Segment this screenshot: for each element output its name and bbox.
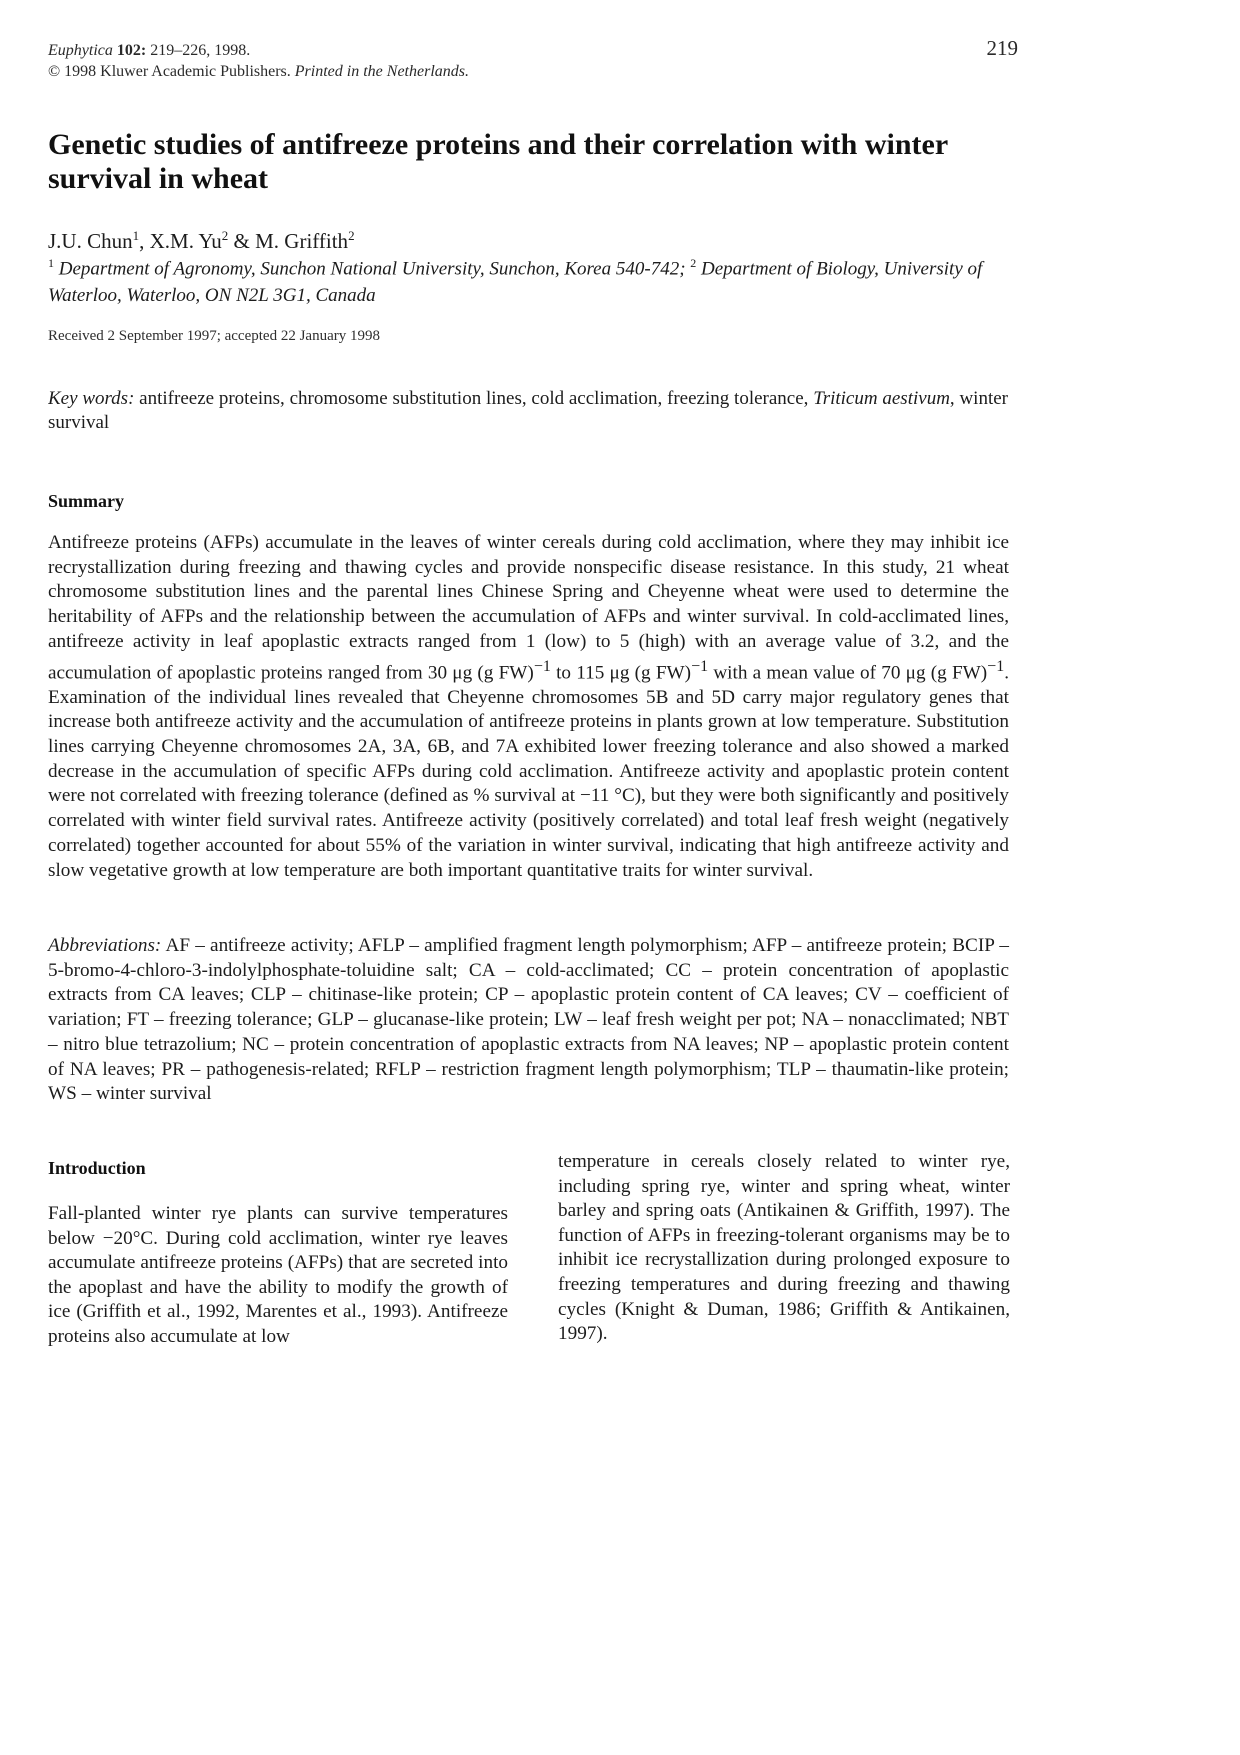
article-title: Genetic studies of antifreeze proteins and their correlation with winter survival in wheat bbox=[48, 128, 948, 195]
author-affiliation-mark: 2 bbox=[348, 228, 355, 243]
received-date: Received 2 September 1997; accepted 22 January 1998 bbox=[48, 328, 380, 344]
journal-volume: 102: bbox=[116, 42, 147, 59]
summary-part: with a mean value of 70 bbox=[708, 661, 906, 683]
abbreviations-text: AF – antifreeze activity; AFLP – amplified fragment length polymorphism; AFP – antifreeze protein; BCIP – 5-bromo-4-chloro-3-indolylphosphate-toluidine salt; CA – cold-acclimated; CC – protein concentration of apoplastic extracts from CA leaves; CLP – chitinase-like protein; CP – apoplastic protein content of CA leaves; CV – coefficient of variation; FT – freezing tolerance; GLP – glucanase-like protein; LW – leaf fresh weight per pot; NA – nonacclimated; NBT – nitro blue tetrazolium; NC – protein concentration of apoplastic extracts from NA leaves; NP – apoplastic protein content of NA leaves; PR – pathogenesis-related; RFLP – restriction fragment length polymorphism; TLP – thaumatin-like protein; WS – winter survival bbox=[48, 935, 1009, 1105]
summary-part: to 115 bbox=[550, 661, 610, 683]
keywords-text: antifreeze proteins, chromosome substitution lines, cold acclimation, freezing tolerance, bbox=[134, 388, 814, 409]
unit: μg (g FW) bbox=[609, 661, 692, 683]
introduction-left-column: Fall-planted winter rye plants can survive temperatures below −20°C. During cold acclimation, winter rye leaves accumulate antifreeze proteins (AFPs) that are secreted into the apoplast and have the ability to modify the growth of ice (Griffith et al., 1992, Marentes et al., 1993). Antifreeze proteins also accumulate at low bbox=[48, 1203, 508, 1347]
journal-citation bbox=[48, 40, 648, 82]
introduction-heading: Introduction bbox=[48, 1158, 146, 1178]
author-name: X.M. Yu bbox=[149, 229, 222, 253]
keywords-tail: , winter survival bbox=[48, 388, 1008, 433]
author-separator: & bbox=[228, 229, 256, 253]
page-number: 219 bbox=[986, 36, 1018, 60]
abbreviations-label: Abbreviations: bbox=[48, 935, 162, 956]
journal-name: Euphytica bbox=[48, 42, 113, 59]
affiliation-mark: 1 bbox=[48, 256, 54, 270]
abbreviations bbox=[48, 934, 1009, 1107]
unit: μg (g FW) bbox=[452, 661, 534, 683]
journal-line bbox=[48, 40, 648, 61]
unit-exponent: −1 bbox=[533, 657, 551, 675]
keywords bbox=[48, 387, 1008, 435]
keywords-species: Triticum aestivum bbox=[813, 388, 950, 409]
author-affiliations bbox=[48, 250, 1008, 309]
unit-exponent: −1 bbox=[987, 657, 1005, 675]
copyright-text: © 1998 Kluwer Academic Publishers. bbox=[48, 63, 291, 80]
copyright-line bbox=[48, 61, 648, 82]
printed-text: Printed in the Netherlands. bbox=[294, 63, 469, 80]
unit-exponent: −1 bbox=[691, 657, 709, 675]
summary-part: . Examination of the individual lines revealed that Cheyenne chromosomes 5B and 5D carry major regulatory genes that increase both antifreeze activity and the accumulation of antifreeze proteins in plants grown at low temperature. Substitution lines carrying Cheyenne chromosomes 2A, 3A, 6B, and 7A exhibited lower freezing tolerance and also showed a marked decrease in the accumulation of specific AFPs during cold acclimation. Antifreeze activity and apoplastic protein content were not correlated with freezing tolerance (defined as % survival at −11 °C), but they were both significantly and positively correlated with winter field survival rates. Antifreeze activity (positively correlated) and total leaf fresh weight (negatively correlated) together accounted for about 55% of the variation in winter survival, indicating that high antifreeze activity and slow vegetative growth at low temperature are both important quantitative traits for winter survival. bbox=[48, 661, 1009, 881]
summary-heading: Summary bbox=[48, 491, 124, 511]
summary-text bbox=[48, 531, 1009, 883]
summary-part: Antifreeze proteins (AFPs) accumulate in the leaves of winter cereals during cold acclimation, where they may inhibit ice recrystallization during freezing and thawing cycles and provide nonspecific disease resistance. In this study, 21 wheat chromosome substitution lines and the parental lines Chinese Spring and Cheyenne wheat were used to determine the heritability of AFPs and the relationship between the accumulation of AFPs and winter survival. In cold-acclimated lines, antifreeze activity in leaf apoplastic extracts ranged from 1 (low) to 5 (high) with an average value of 3.2, and the accumulation of apoplastic proteins ranged from 30 bbox=[48, 532, 1009, 683]
unit: μg (g FW) bbox=[905, 661, 988, 683]
author-affiliation-mark: 1 bbox=[132, 228, 140, 243]
affiliation-text: Department of Biology, University of Waterloo, Waterloo, ON N2L 3G1, Canada bbox=[48, 258, 983, 307]
author-affiliation-mark: 2 bbox=[221, 228, 229, 243]
introduction-right-column: temperature in cereals closely related to winter rye, including spring rye, winter and spring wheat, winter barley and spring oats (Antikainen & Griffith, 1997). The function of AFPs in freezing-tolerant organisms may be to inhibit ice recrystallization during prolonged exposure to freezing temperatures and during freezing and thawing cycles (Knight & Duman, 1986; Griffith & Antikainen, 1997). bbox=[558, 1151, 1010, 1345]
author-name: M. Griffith bbox=[255, 229, 349, 253]
keywords-label: Key words: bbox=[48, 388, 135, 409]
affiliation-mark: 2 bbox=[690, 256, 697, 270]
affiliation-text: Department of Agronomy, Sunchon National University, Sunchon, Korea 540-742; bbox=[54, 258, 691, 280]
author-name: J.U. Chun bbox=[48, 229, 133, 253]
journal-pages: 219–226, 1998. bbox=[150, 42, 251, 59]
author-separator: , bbox=[139, 229, 150, 253]
